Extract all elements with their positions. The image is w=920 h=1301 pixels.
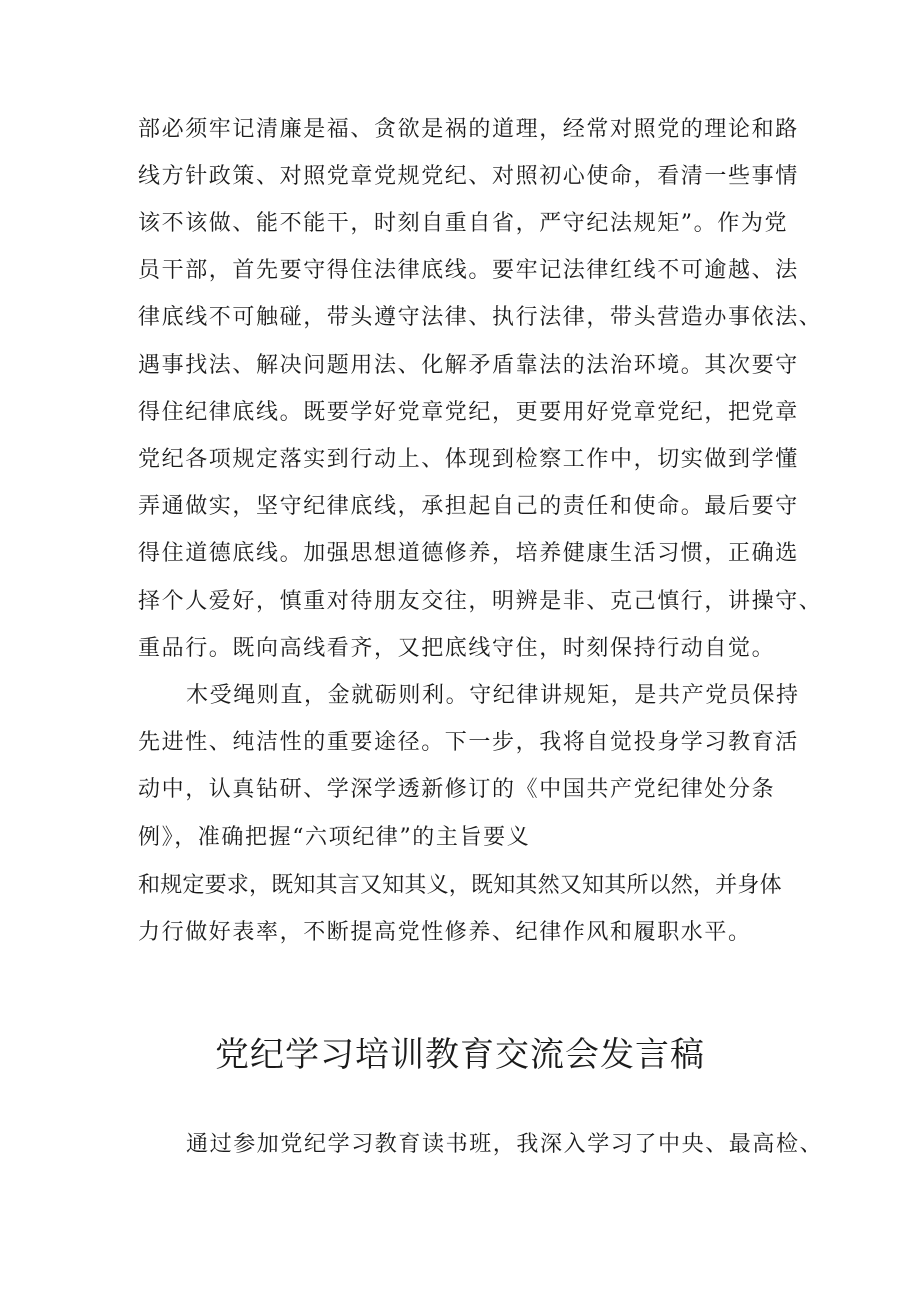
- text-line: 择个人爱好，慎重对待朋友交往，明辨是非、克己慎行，讲操守、: [138, 589, 823, 614]
- text-line: 党纪各项规定落实到行动上、体现到检察工作中，切实做到学懂: [138, 447, 799, 472]
- text-line: 重品行。既向高线看齐，又把底线守住，时刻保持行动自觉。: [138, 636, 776, 661]
- text-line: 线方针政策、对照党章党规党纪、对照初心使命，看清一些事情: [138, 164, 799, 189]
- text-line: 得住道德底线。加强思想道德修养，培养健康生活习惯，正确选: [138, 541, 799, 566]
- text-line: 木受绳则直，金就砺则利。守纪律讲规矩，是共产党员保持: [186, 683, 800, 708]
- text-line: 部必须牢记清廉是福、贪欲是祸的道理，经常对照党的理论和路: [138, 117, 799, 142]
- text-line: 弄通做实，坚守纪律底线，承担起自己的责任和使命。最后要守: [138, 494, 799, 519]
- section-title: 党纪学习培训教育交流会发言稿: [215, 1035, 705, 1075]
- text-line: 律底线不可触碰，带头遵守法律、执行法律，带头营造办事依法、: [138, 305, 823, 330]
- text-line: 例》，准确把握“六项纪律”的主旨要义: [138, 825, 531, 850]
- text-line: 力行做好表率，不断提高党性修养、纪律作风和履职水平。: [138, 920, 752, 945]
- text-line: 动中，认真钻研、学深学透新修订的《中国共产党纪律处分条: [138, 777, 776, 802]
- text-line: 得住纪律底线。既要学好党章党纪，更要用好党章党纪，把党章: [138, 400, 799, 425]
- text-line: 该不该做、能不能干，时刻自重自省，严守纪法规矩”。作为党: [138, 211, 789, 236]
- text-line: 先进性、纯洁性的重要途径。下一步，我将自觉投身学习教育活: [138, 730, 799, 755]
- text-line: 员干部，首先要守得住法律底线。要牢记法律红线不可逾越、法: [138, 258, 799, 283]
- text-line: 和规定要求，既知其言又知其义，既知其然又知其所以然，并身体: [138, 873, 782, 898]
- text-line: 通过参加党纪学习教育读书班，我深入学习了中央、最高检、: [186, 1132, 824, 1157]
- text-line: 遇事找法、解决问题用法、化解矛盾靠法的法治环境。其次要守: [138, 353, 799, 378]
